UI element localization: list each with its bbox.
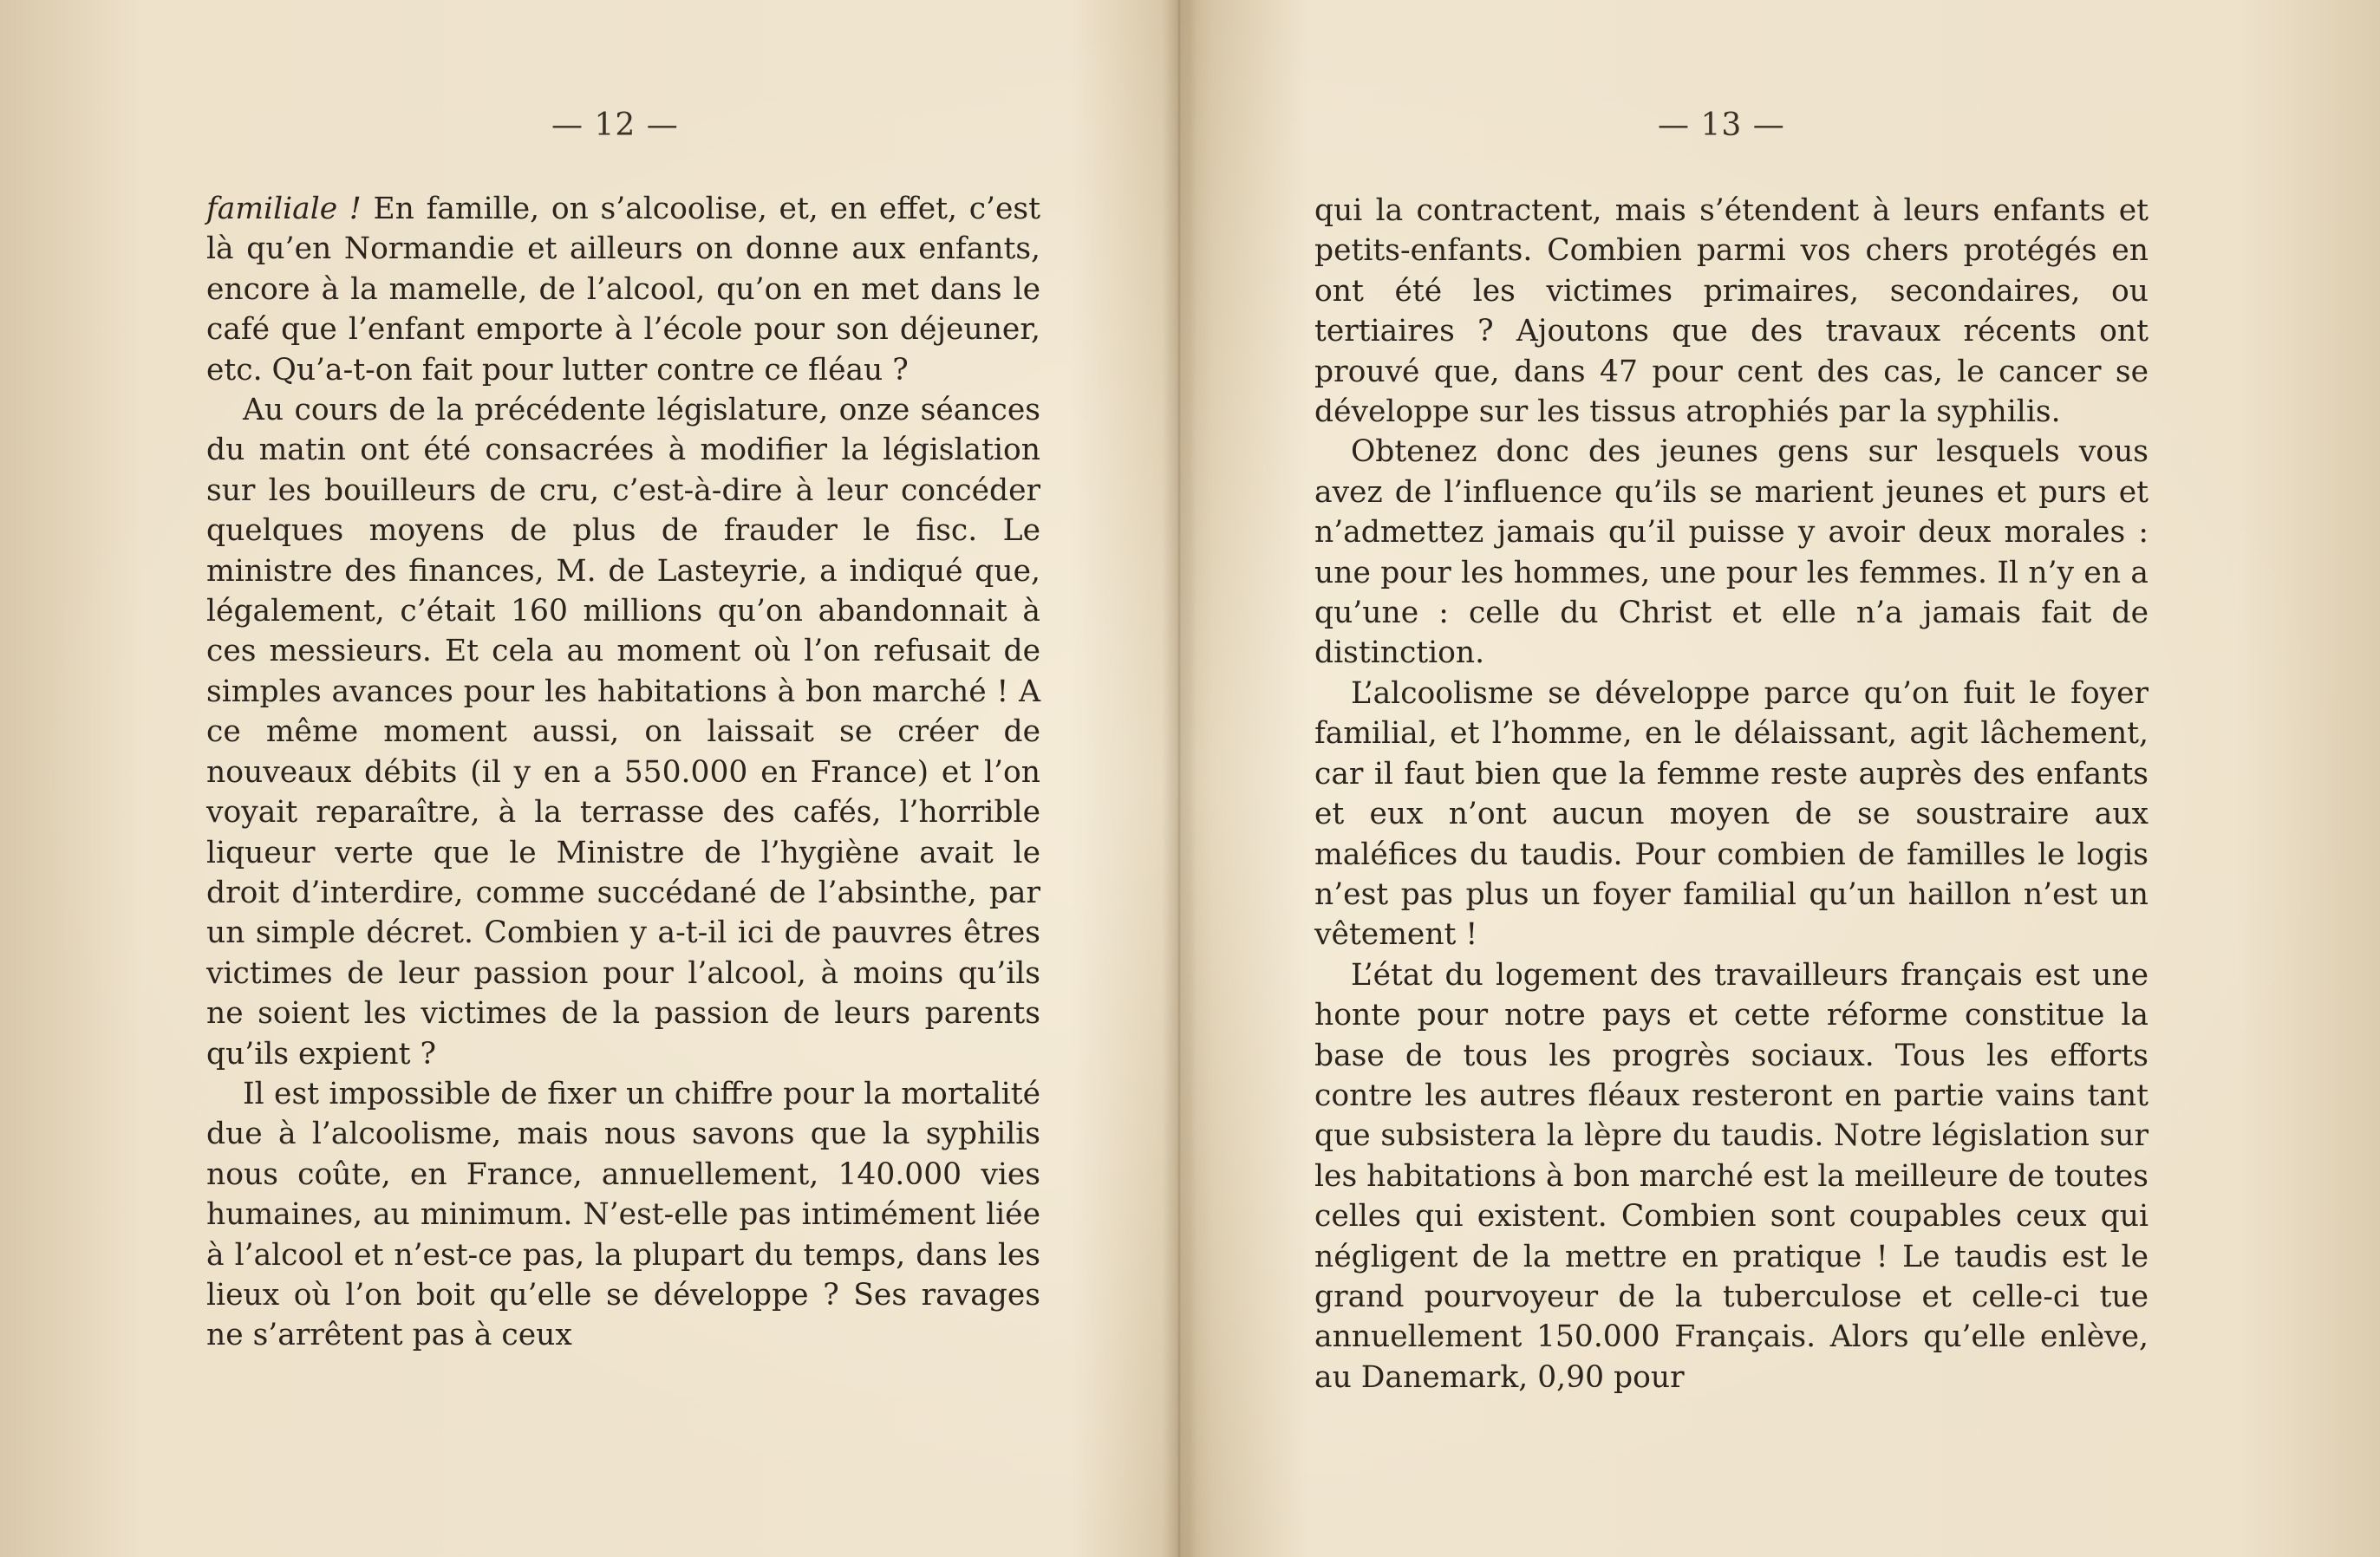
left-paragraph-1 [206,189,1040,390]
right-page [1181,0,2380,1557]
left-paragraph-2: Au cours de la précédente législature, onze séances du matin ont été consacrées à modifier la législation sur les bouilleurs de cru, c’est-à-dire à leur concéder quelques moyens de plus de frauder le fisc. Le ministre des finances, M. de Lasteyrie, a indiqué que, légalement, c’était 160 millions qu’on abandonnait à ces messieurs. Et cela au moment où l’on refusait de simples avances pour les habitations à bon marché ! A ce même moment aussi, on laissait se créer de nouveaux débits (il y en a 550.000 en France) et l’on voyait reparaître, à la terrasse des cafés, l’horrible liqueur verte que le Ministre de l’hygiène avait le droit d’interdire, comme succédané de l’absinthe, par un simple décret. Combien y a-t-il ici de pauvres êtres victimes de leur passion pour l’alcool, à moins qu’ils ne soient les victimes de la passion de leurs parents qu’ils expient ? [206,393,1040,1072]
left-page [0,0,1181,1557]
left-paragraph-3: Il est impossible de fixer un chiffre pour la mortalité due à l’alcoolisme, mais nous savons que la syphilis nous coûte, en France, annuellement, 140.000 vies humaines, au minimum. N’est-elle pas intimément liée à l’alcool et n’est-ce pas, la plupart du temps, dans les lieux où l’on boit qu’elle se développe ? Ses ravages ne s’arrêtent pas à ceux [206,1076,1040,1353]
right-paragraph-4: L’état du logement des travailleurs français est une honte pour notre pays et cette réforme constitue la base de tous les progrès sociaux. Tous les efforts contre les autres fléaux resteront en partie vains tant que subsistera la lèpre du taudis. Notre législation sur les habitations à bon marché est la meilleure de toutes celles qui existent. Combien sont coupables ceux qui négligent de la mettre en pratique ! Le taudis est le grand pourvoyeur de la tuberculose et celle-ci tue annuellement 150.000 Français. Alors qu’elle enlève, au Danemark, 0,90 pour [1314,957,2149,1395]
italic-lead: familiale ! [206,192,362,226]
right-paragraph-1: qui la contractent, mais s’étendent à leurs enfants et petits-enfants. Combien parmi vos chers protégés en ont été les victimes primaires, secondaires, ou tertiaires ? Ajoutons que des travaux récents ont prouvé que, dans 47 pour cent des cas, le cancer se développe sur les tissus atrophiés par la syphilis. [1314,193,2149,430]
left-page-text [206,189,1040,1356]
right-paragraph-2: Obtenez donc des jeunes gens sur lesquels vous avez de l’influence qu’ils se marient jeunes et purs et n’admettez jamais qu’il puisse y avoir deux morales : une pour les hommes, une pour les femmes. Il n’y en a qu’une : celle du Christ et elle n’a jamais fait de distinction. [1314,434,2149,671]
right-page-text [1314,191,2149,1397]
page-number-right: — 13 — [1658,107,1785,143]
left-paragraph-1-text: En famille, on s’alcoolise, et, en effet, c’est là qu’en Normandie et ailleurs on donne aux enfants, encore à la mamelle, de l’alcool, qu’on en met dans le café que l’enfant emporte à l’école pour son déjeuner, etc. Qu’a-t-on fait pour lutter contre ce fléau ? [206,192,1040,388]
right-paragraph-3: L’alcoolisme se développe parce qu’on fuit le foyer familial, et l’homme, en le délaissant, agit lâchement, car il faut bien que la femme reste auprès des enfants et eux n’ont aucun moyen de se soustraire aux maléfices du taudis. Pour combien de familles le logis n’est pas plus un foyer familial qu’un haillon n’est un vêtement ! [1314,675,2149,953]
page-number-left: — 12 — [551,107,679,143]
